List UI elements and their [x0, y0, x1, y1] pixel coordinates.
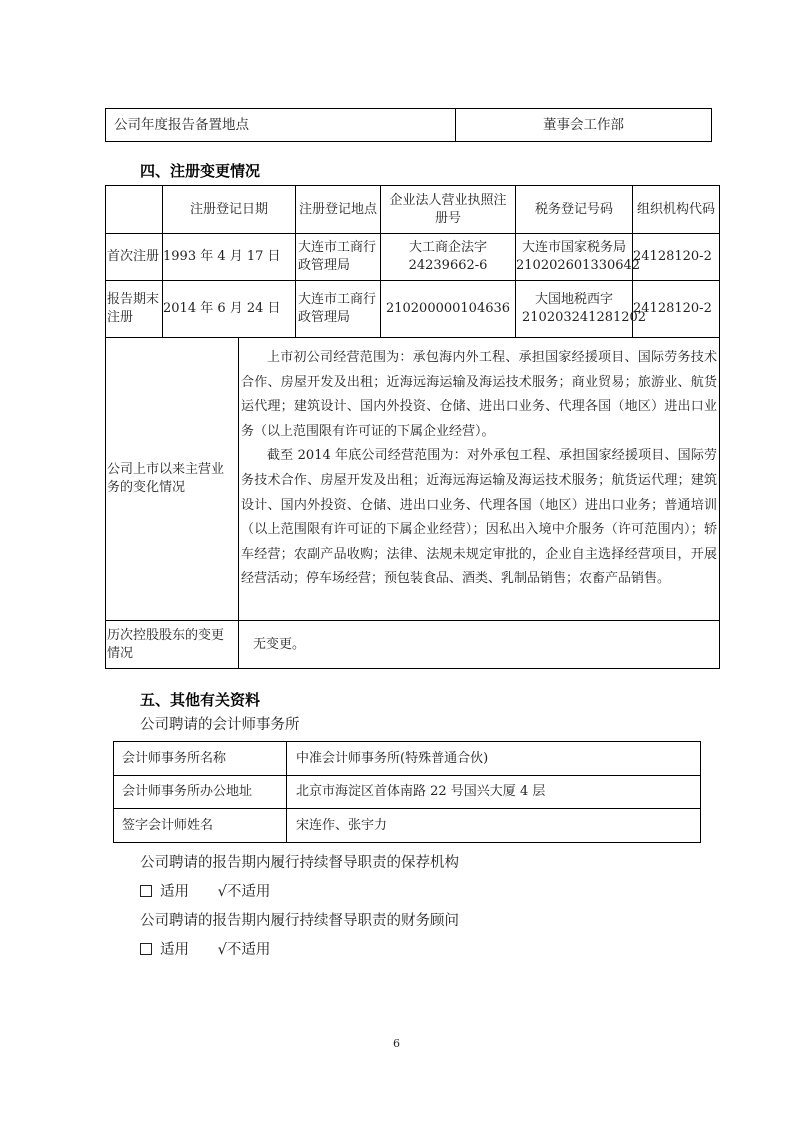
- table-row: [114, 809, 701, 843]
- table-row: [114, 742, 701, 776]
- business-change-label: 公司上市以来主营业务的变化情况: [106, 338, 239, 621]
- row-tax: 大连市国家税务局 210202601330642: [516, 234, 633, 281]
- row-license: 大工商企法字 24239662-6: [381, 234, 516, 281]
- accountant-table: [113, 741, 701, 843]
- header-license: 企业法人营业执照注册号: [381, 186, 516, 234]
- table-row: [114, 776, 701, 809]
- shareholder-change-label: 历次控股股东的变更情况: [106, 621, 239, 669]
- report-location-table: [105, 108, 712, 142]
- accountant-name-value: 中准会计师事务所(特殊普通合伙): [287, 742, 701, 776]
- business-change-content: [239, 338, 720, 621]
- row-label: 报告期末注册: [106, 281, 163, 338]
- checkbox-unchecked-icon[interactable]: [140, 943, 152, 955]
- accountant-name-label: 会计师事务所名称: [114, 742, 287, 776]
- table-row: [106, 234, 720, 281]
- row-date: 1993 年 4 月 17 日: [163, 234, 296, 281]
- signing-accountant-label: 签字会计师姓名: [114, 809, 287, 843]
- registration-table: [105, 185, 720, 669]
- header-org-code: 组织机构代码: [633, 186, 720, 234]
- row-place: 大连市工商行政管理局: [296, 281, 381, 338]
- advisor-applicable: 适用: [160, 942, 189, 958]
- header-blank: [106, 186, 163, 234]
- advisor-not-applicable: √不适用: [217, 942, 271, 958]
- header-tax: 税务登记号码: [516, 186, 633, 234]
- sponsor-title: 公司聘请的报告期内履行持续督导职责的保荐机构: [140, 855, 459, 871]
- business-scope-initial: 上市初公司经营范围为：承包海内外工程、承担国家经援项目、国际劳务技术合作、房屋开发及出租；近海远海运输及海运技术服务；商业贸易；旅游业、航货运代理；建筑设计、国内外投资、仓储、进出口业务、代理各国（地区）进出口业务（以上范围限有许可证的下属企业经营）。: [241, 350, 718, 439]
- row-place: 大连市工商行政管理局: [296, 234, 381, 281]
- row-license: 210200000104636: [381, 281, 516, 338]
- checkbox-unchecked-icon[interactable]: [140, 885, 152, 897]
- header-date: 注册登记日期: [163, 186, 296, 234]
- advisor-title: 公司聘请的报告期内履行持续督导职责的财务顾问: [140, 913, 459, 929]
- sponsor-applicable: 适用: [160, 884, 189, 900]
- accountant-address-label: 会计师事务所办公地址: [114, 776, 287, 809]
- row-label: 首次注册: [106, 234, 163, 281]
- table-row: [106, 281, 720, 338]
- accountant-address-value: 北京市海淀区首体南路 22 号国兴大厦 4 层: [287, 776, 701, 809]
- report-location-value: 董事会工作部: [456, 109, 712, 142]
- row-org-code: 24128120-2: [633, 234, 720, 281]
- accountant-subheading: 公司聘请的会计师事务所: [140, 717, 300, 733]
- report-location-label: 公司年度报告备置地点: [106, 109, 456, 142]
- row-org-code: 24128120-2: [633, 281, 720, 338]
- shareholder-change-value: 无变更。: [239, 621, 720, 669]
- row-tax: 大国地税西字 210203241281202: [516, 281, 633, 338]
- section5-heading: 五、其他有关资料: [140, 691, 261, 709]
- signing-accountant-value: 宋连作、张宇力: [287, 809, 701, 843]
- header-place: 注册登记地点: [296, 186, 381, 234]
- advisor-options: [140, 938, 270, 959]
- business-scope-2014: 截至 2014 年底公司经营范围为：对外承包工程、承担国家经援项目、国际劳务技术合作、房屋开发及出租；近海远海运输及海运技术服务；航货运代理；建筑设计、国内外投资、仓储、进出口业务、代理各国（地区）进出口业务；普通培训（以上范围限有许可证的下属企业经营）；因私出入境中介服务（许可范围内）；轿车经营；农副产品收购；法律、法规未规定审批的，企业自主选择经营项目，开展经营活动；停车场经营；预包装食品、酒类、乳制品销售；农畜产品销售。: [241, 448, 718, 587]
- section4-heading: 四、注册变更情况: [140, 162, 261, 180]
- row-date: 2014 年 6 月 24 日: [163, 281, 296, 338]
- sponsor-options: [140, 880, 270, 901]
- sponsor-not-applicable: √不适用: [217, 884, 271, 900]
- page-number: 6: [393, 1037, 400, 1050]
